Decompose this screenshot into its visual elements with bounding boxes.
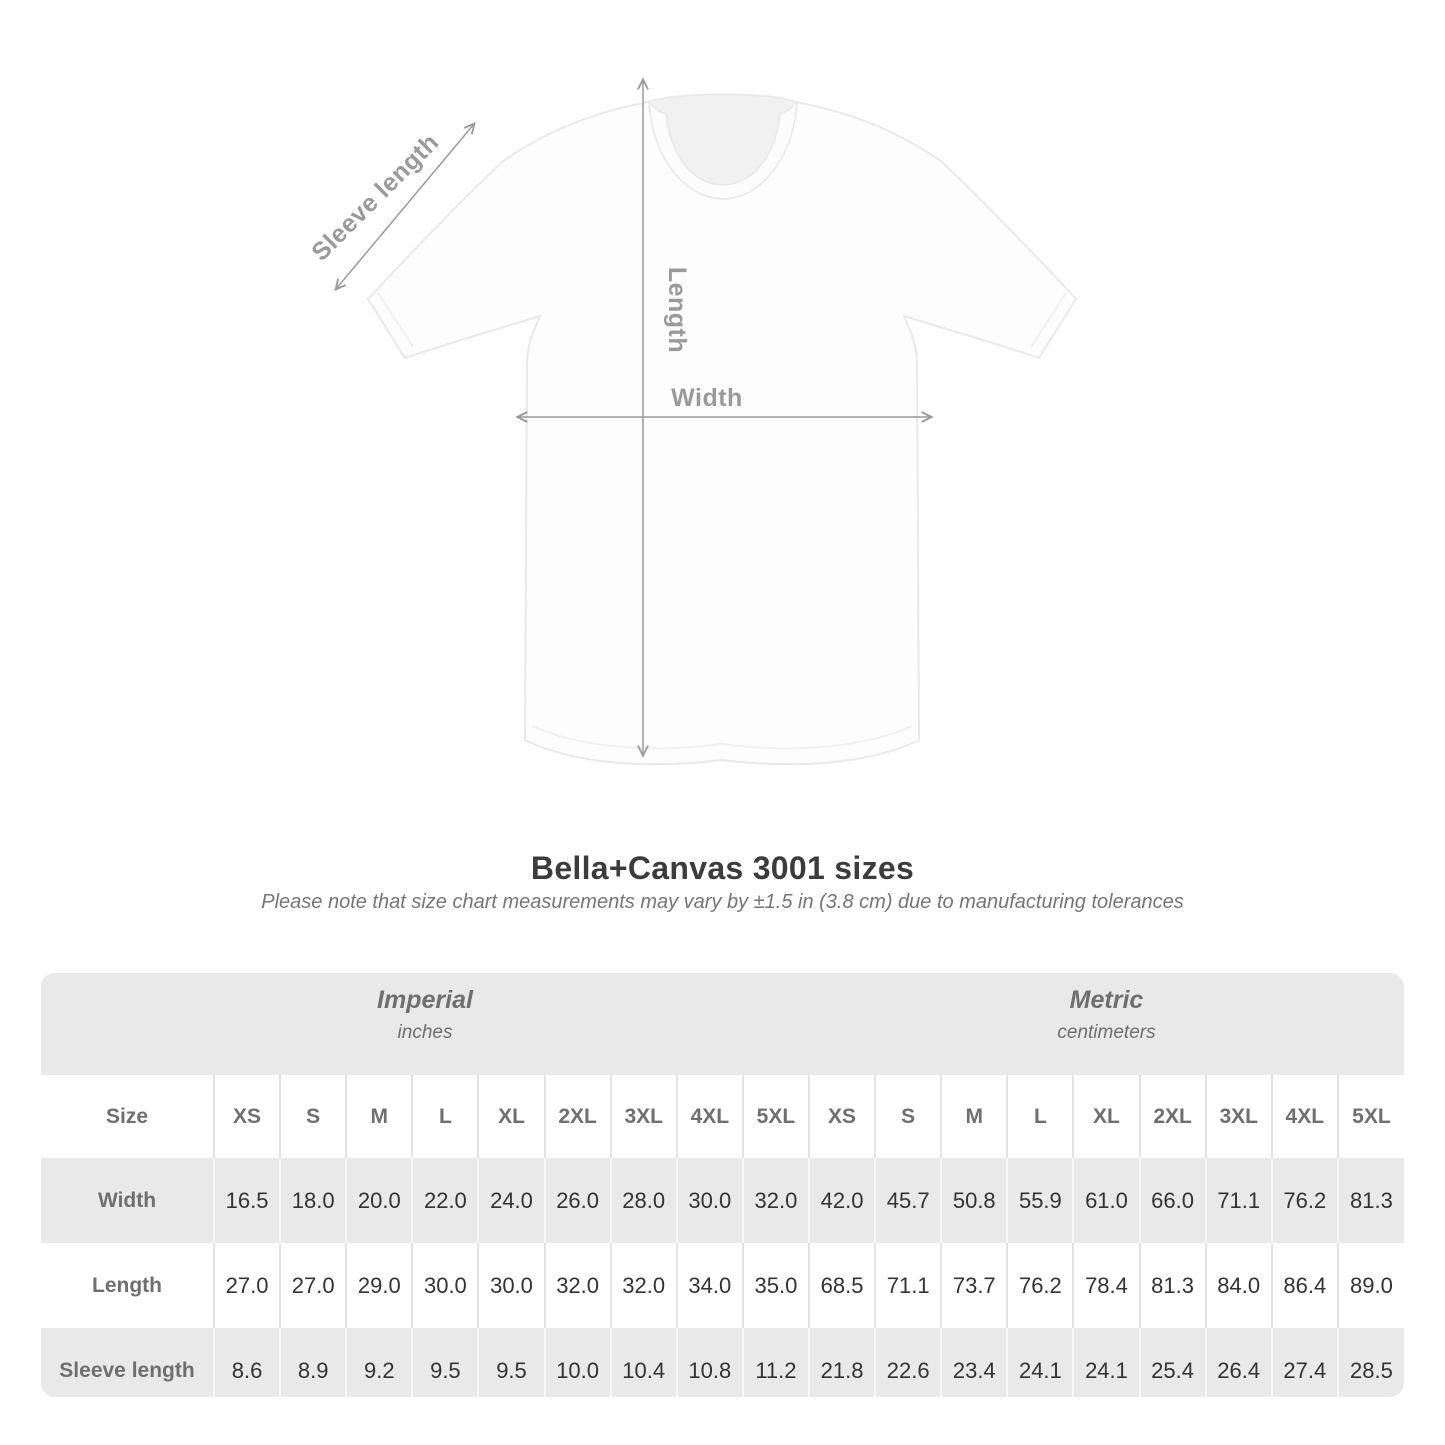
size-corner-label: Size: [105, 1104, 149, 1128]
table-row: [41, 1243, 1404, 1328]
size-column-header: L: [412, 1075, 478, 1158]
size-column-header: 4XL: [677, 1075, 743, 1158]
table-cell: 10.8: [677, 1328, 743, 1397]
table-cell: 73.7: [941, 1243, 1007, 1328]
size-column-header: 4XL: [1272, 1075, 1338, 1158]
size-column-header: 5XL: [743, 1075, 809, 1158]
length-label: Length: [663, 266, 691, 354]
table-cell: 24.1: [1073, 1328, 1139, 1397]
table-cell: 20.0: [346, 1158, 412, 1243]
table-row: [41, 1328, 1404, 1397]
table-cell: 68.5: [809, 1243, 875, 1328]
table-cell: 29.0: [346, 1243, 412, 1328]
table-cell: 9.5: [412, 1328, 478, 1397]
table-cell: 76.2: [1007, 1243, 1073, 1328]
table-cell: 28.5: [1338, 1328, 1404, 1397]
imperial-group-label: Imperial: [377, 986, 473, 1014]
row-label: Width: [41, 1158, 214, 1243]
row-label: Length: [41, 1243, 214, 1328]
table-cell: 26.4: [1206, 1328, 1272, 1397]
size-column-header: 2XL: [1140, 1075, 1206, 1158]
size-column-header: 3XL: [1206, 1075, 1272, 1158]
unit-group-row: [41, 973, 1404, 1075]
table-cell: 10.4: [611, 1328, 677, 1397]
table-cell: 35.0: [743, 1243, 809, 1328]
table-cell: 86.4: [1272, 1243, 1338, 1328]
table-cell: 71.1: [875, 1243, 941, 1328]
metric-group-label: Metric: [1069, 986, 1144, 1014]
tshirt-image: [368, 95, 1076, 765]
table-cell: 32.0: [611, 1243, 677, 1328]
table-cell: 10.0: [545, 1328, 611, 1397]
table-cell: 9.2: [346, 1328, 412, 1397]
size-header-row: [41, 1075, 1404, 1158]
size-column-header: S: [280, 1075, 346, 1158]
size-column-header: S: [875, 1075, 941, 1158]
table-cell: 23.4: [941, 1328, 1007, 1397]
table-cell: 21.8: [809, 1328, 875, 1397]
table-cell: 30.0: [478, 1243, 544, 1328]
table-cell: 61.0: [1073, 1158, 1139, 1243]
metric-group-unit: centimeters: [1057, 1022, 1156, 1043]
imperial-group-header: [41, 973, 809, 1075]
table-cell: 89.0: [1338, 1243, 1404, 1328]
table-cell: 28.0: [611, 1158, 677, 1243]
table-cell: 16.5: [214, 1158, 280, 1243]
size-table: [41, 973, 1404, 1397]
table-cell: 84.0: [1206, 1243, 1272, 1328]
sleeve-length-label: Sleeve length: [306, 128, 445, 267]
width-label: Width: [671, 384, 743, 412]
size-column-header: 5XL: [1338, 1075, 1404, 1158]
table-cell: 66.0: [1140, 1158, 1206, 1243]
table-cell: 27.0: [280, 1243, 346, 1328]
table-cell: 81.3: [1140, 1243, 1206, 1328]
size-column-header: M: [941, 1075, 1007, 1158]
table-cell: 27.0: [214, 1243, 280, 1328]
table-cell: 34.0: [677, 1243, 743, 1328]
row-label: Sleeve length: [41, 1328, 214, 1397]
table-cell: 25.4: [1140, 1328, 1206, 1397]
imperial-group-unit: inches: [397, 1022, 453, 1043]
table-cell: 30.0: [677, 1158, 743, 1243]
table-cell: 22.6: [875, 1328, 941, 1397]
table-cell: 45.7: [875, 1158, 941, 1243]
table-cell: 24.0: [478, 1158, 544, 1243]
size-column-header: XS: [809, 1075, 875, 1158]
table-cell: 32.0: [743, 1158, 809, 1243]
table-cell: 11.2: [743, 1328, 809, 1397]
page-title: Bella+Canvas 3001 sizes: [530, 850, 915, 886]
table-cell: 8.9: [280, 1328, 346, 1397]
size-column-header: XS: [214, 1075, 280, 1158]
table-cell: 55.9: [1007, 1158, 1073, 1243]
table-cell: 26.0: [545, 1158, 611, 1243]
table-cell: 9.5: [478, 1328, 544, 1397]
size-table-data: [41, 973, 1404, 1397]
table-cell: 22.0: [412, 1158, 478, 1243]
table-cell: 27.4: [1272, 1328, 1338, 1397]
table-cell: 71.1: [1206, 1158, 1272, 1243]
table-cell: 81.3: [1338, 1158, 1404, 1243]
table-cell: 42.0: [809, 1158, 875, 1243]
table-cell: 50.8: [941, 1158, 1007, 1243]
table-cell: 24.1: [1007, 1328, 1073, 1397]
table-cell: 76.2: [1272, 1158, 1338, 1243]
size-column-header: XL: [1073, 1075, 1139, 1158]
table-cell: 32.0: [545, 1243, 611, 1328]
table-cell: 8.6: [214, 1328, 280, 1397]
table-cell: 18.0: [280, 1158, 346, 1243]
size-column-header: XL: [478, 1075, 544, 1158]
size-column-header: M: [346, 1075, 412, 1158]
tolerance-note: Please note that size chart measurements may vary by ±1.5 in (3.8 cm) due to manufacturing tolerances: [261, 891, 1184, 913]
table-cell: 78.4: [1073, 1243, 1139, 1328]
size-column-header: 2XL: [545, 1075, 611, 1158]
size-column-header: L: [1007, 1075, 1073, 1158]
table-cell: 30.0: [412, 1243, 478, 1328]
size-column-header: 3XL: [611, 1075, 677, 1158]
table-row: [41, 1158, 1404, 1243]
metric-group-header: [809, 973, 1404, 1075]
